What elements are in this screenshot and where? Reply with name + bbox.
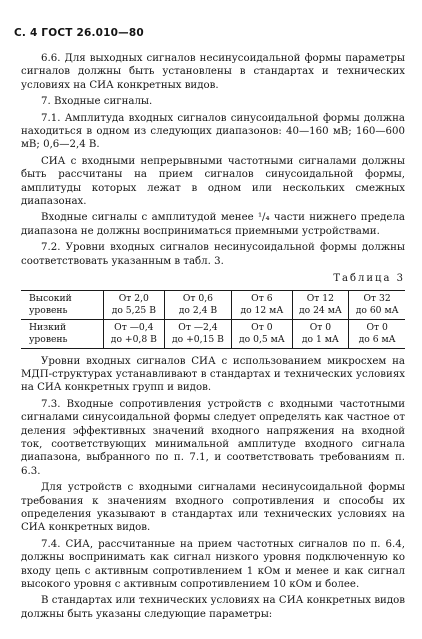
cell-line: до 12 мА (240, 304, 284, 316)
cell-line: От —0,4 (114, 321, 154, 333)
cell-line: От 12 (306, 292, 334, 304)
table-cell (292, 319, 349, 348)
table-cell (164, 319, 232, 348)
row-label-line: Низкий (29, 321, 67, 333)
cell-line: От 0 (251, 321, 273, 333)
row-label-line: уровень (29, 333, 68, 345)
paragraph-7-1: 7.1. Амплитуда входных сигналов синусоидальной формы должна находиться в одном из следующих диапазонов: 40—160 мВ; 160—600 мВ; 0,6—2,4 В. (21, 112, 405, 151)
cell-line: до +0,8 В (110, 333, 157, 345)
cell-line: до 6 мА (358, 333, 396, 345)
paragraph-6-6: 6.6. Для выходных сигналов несинусоидальной формы параметры сигналов должны быть установлены в стандартах и технических условиях на СИА конкретных видов. (21, 53, 405, 91)
table-cell (164, 290, 232, 319)
table-cell (292, 290, 349, 319)
paragraph-7-2: 7.2. Уровни входных сигналов несинусоидальной формы должны соответствовать указанным в табл. 3. (21, 242, 405, 267)
cell-line: От 0 (366, 321, 388, 333)
cell-line: От —2,4 (178, 321, 218, 333)
document-body (21, 52, 405, 624)
cell-line: От 0,6 (182, 292, 214, 304)
table-cell (349, 319, 405, 348)
paragraph-amplitude-limit: Входные сигналы с амплитудой менее ¹/₄ части нижнего предела диапазона не должны восприниматься приемными устройствами. (21, 212, 405, 237)
table-cell (232, 290, 292, 319)
table-cell (349, 290, 405, 319)
table-cell (104, 290, 165, 319)
paragraph-mdp-levels: Уровни входных сигналов СИА с использованием микросхем на МДП-структурах устанавливают в стандартах и технических условиях на СИА конкретных групп и видов. (21, 355, 405, 394)
cell-line: до 1 мА (301, 333, 339, 345)
table-row-high (21, 290, 405, 319)
paragraph-parameters-intro: В стандартах или технических условиях на СИА конкретных видов должны быть указаны следующие параметры: (21, 595, 405, 620)
row-label-high (21, 290, 104, 319)
cell-line: От 6 (251, 292, 273, 304)
row-label-low (21, 319, 104, 348)
table-caption: Таблица 3 (333, 273, 405, 285)
cell-line: до 0,5 мА (239, 333, 285, 345)
signal-levels-table (21, 290, 405, 349)
cell-line: до 2,4 В (178, 304, 218, 316)
cell-line: до 24 мА (298, 304, 342, 316)
paragraph-nonsinusoidal-resistance: Для устройств с входными сигналами несинусоидальной формы требования к значениям входного сопротивления и способы их определения указывают в стандартах или технических условиях на СИА конкретных видов. (21, 482, 405, 534)
section-7-heading: 7. Входные сигналы. (41, 96, 153, 108)
cell-line: до +0,15 В (171, 333, 224, 345)
row-label-line: уровень (29, 304, 68, 316)
table-cell (232, 319, 292, 348)
paragraph-7-4: 7.4. СИА, рассчитанные на прием частотных сигналов по п. 6.4, должны воспринимать как сигнал низкого уровня подключенную ко входу цепь с активным сопротивлением 1 кОм и менее и как сигнал высокого уровня с активным сопротивлением 10 кОм и более. (21, 538, 405, 590)
paragraph-sia-sinusoidal: СИА с входными непрерывными частотными сигналами должны быть рассчитаны на прием сигналов синусоидальной формы, амплитуды которых лежат в одном или нескольких смежных диапазонах. (21, 155, 405, 208)
row-label-line: Высокий (29, 292, 72, 304)
table-cell (104, 319, 165, 348)
cell-line: до 60 мА (355, 304, 399, 316)
paragraph-7-3: 7.3. Входные сопротивления устройств с входными частотными сигналами синусоидальной формы следует определять как частное от деления эффективных значений входного напряжения на входной ток, соответствующих минимальной амплитуде входного сигнала диапазона, выбранного по п. 7.1, и соответствовать требованиям п. 6.3. (21, 398, 405, 477)
cell-line: От 32 (363, 292, 391, 304)
table-row-low (21, 319, 405, 348)
cell-line: до 5,25 В (111, 304, 156, 316)
cell-line: От 0 (309, 321, 332, 333)
cell-line: От 2,0 (118, 292, 149, 304)
page-header: С. 4 ГОСТ 26.010—80 (14, 27, 144, 39)
